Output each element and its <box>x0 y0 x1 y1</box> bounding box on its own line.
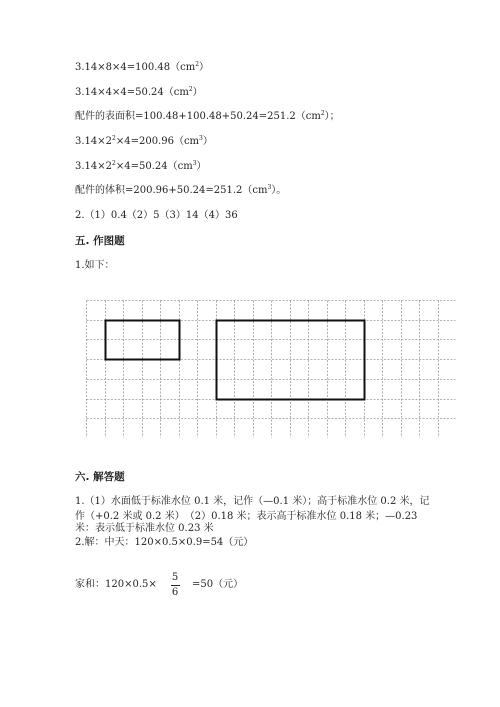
section-5-item-1: 1.如下： <box>75 260 115 271</box>
exponent: 2 <box>112 135 116 142</box>
answer-line-1 <box>75 61 209 75</box>
section-6-title: 六. 解答题 <box>75 471 125 483</box>
answer-text: ×4=200.96（cm <box>115 136 200 147</box>
answer-line-4 <box>75 135 213 149</box>
answer-text: ） <box>192 87 203 98</box>
exponent: 2 <box>195 61 200 68</box>
answer-text: ）。 <box>271 185 287 196</box>
section-5-title: 五. 作图题 <box>75 235 125 247</box>
question-1-line-3: 米：表示低于标准水位 0.23 米 <box>75 523 214 534</box>
answer-line-3 <box>75 110 340 124</box>
answer-text: 3.14×8×4=100.48（cm <box>75 62 196 73</box>
answer-line-6 <box>75 184 286 198</box>
fraction-denominator: 6 <box>171 587 179 598</box>
question-1-line-1: 1.（1）水面低于标准水位 0.1 米，记作（—0.1 米）；高于标准水位 0.2 米，记 <box>75 496 430 507</box>
exponent: 2 <box>320 110 325 117</box>
fraction-numerator: 5 <box>171 572 179 583</box>
answer-text: 3.14×4×4=50.24（cm <box>75 87 189 98</box>
answer-text: ） <box>202 136 213 147</box>
answer-text: ） <box>196 161 207 172</box>
exponent: 3 <box>267 184 272 191</box>
answer-text: ）； <box>324 111 340 122</box>
exponent: 2 <box>112 160 116 167</box>
answer-text: 3.14×2 <box>75 136 113 147</box>
fraction <box>168 572 182 599</box>
answer-text: 3.14×2 <box>75 161 113 172</box>
answer-text: 配件的表面积=100.48+100.48+50.24=251.2（cm <box>75 111 321 122</box>
fraction-bar <box>171 585 180 586</box>
question-2-line-2-prefix: 家和：120×0.5× <box>75 579 157 590</box>
drawing-grid <box>86 300 456 438</box>
answer-line-5 <box>75 160 207 174</box>
grid-canvas <box>86 300 456 438</box>
answer-text: ×4=50.24（cm <box>115 161 193 172</box>
answer-line-7: 2.（1）0.4（2）5（3）14（4）36 <box>75 210 238 221</box>
question-2-line-1: 2.解：中天：120×0.5×0.9=54（元） <box>75 537 254 548</box>
exponent: 3 <box>199 135 203 142</box>
answer-text: 配件的体积=200.96+50.24=251.2（cm <box>75 185 268 196</box>
question-2-line-2-suffix: =50（元） <box>192 579 244 590</box>
question-1-line-2: 作（+0.2 米或 0.2 米） （2）0.18 米；表示高于标准水位 0.18 米；—0.23 <box>75 511 418 522</box>
answer-text: ） <box>199 62 210 73</box>
exponent: 3 <box>192 160 197 167</box>
exponent: 2 <box>188 86 193 93</box>
answer-line-2 <box>75 86 203 100</box>
